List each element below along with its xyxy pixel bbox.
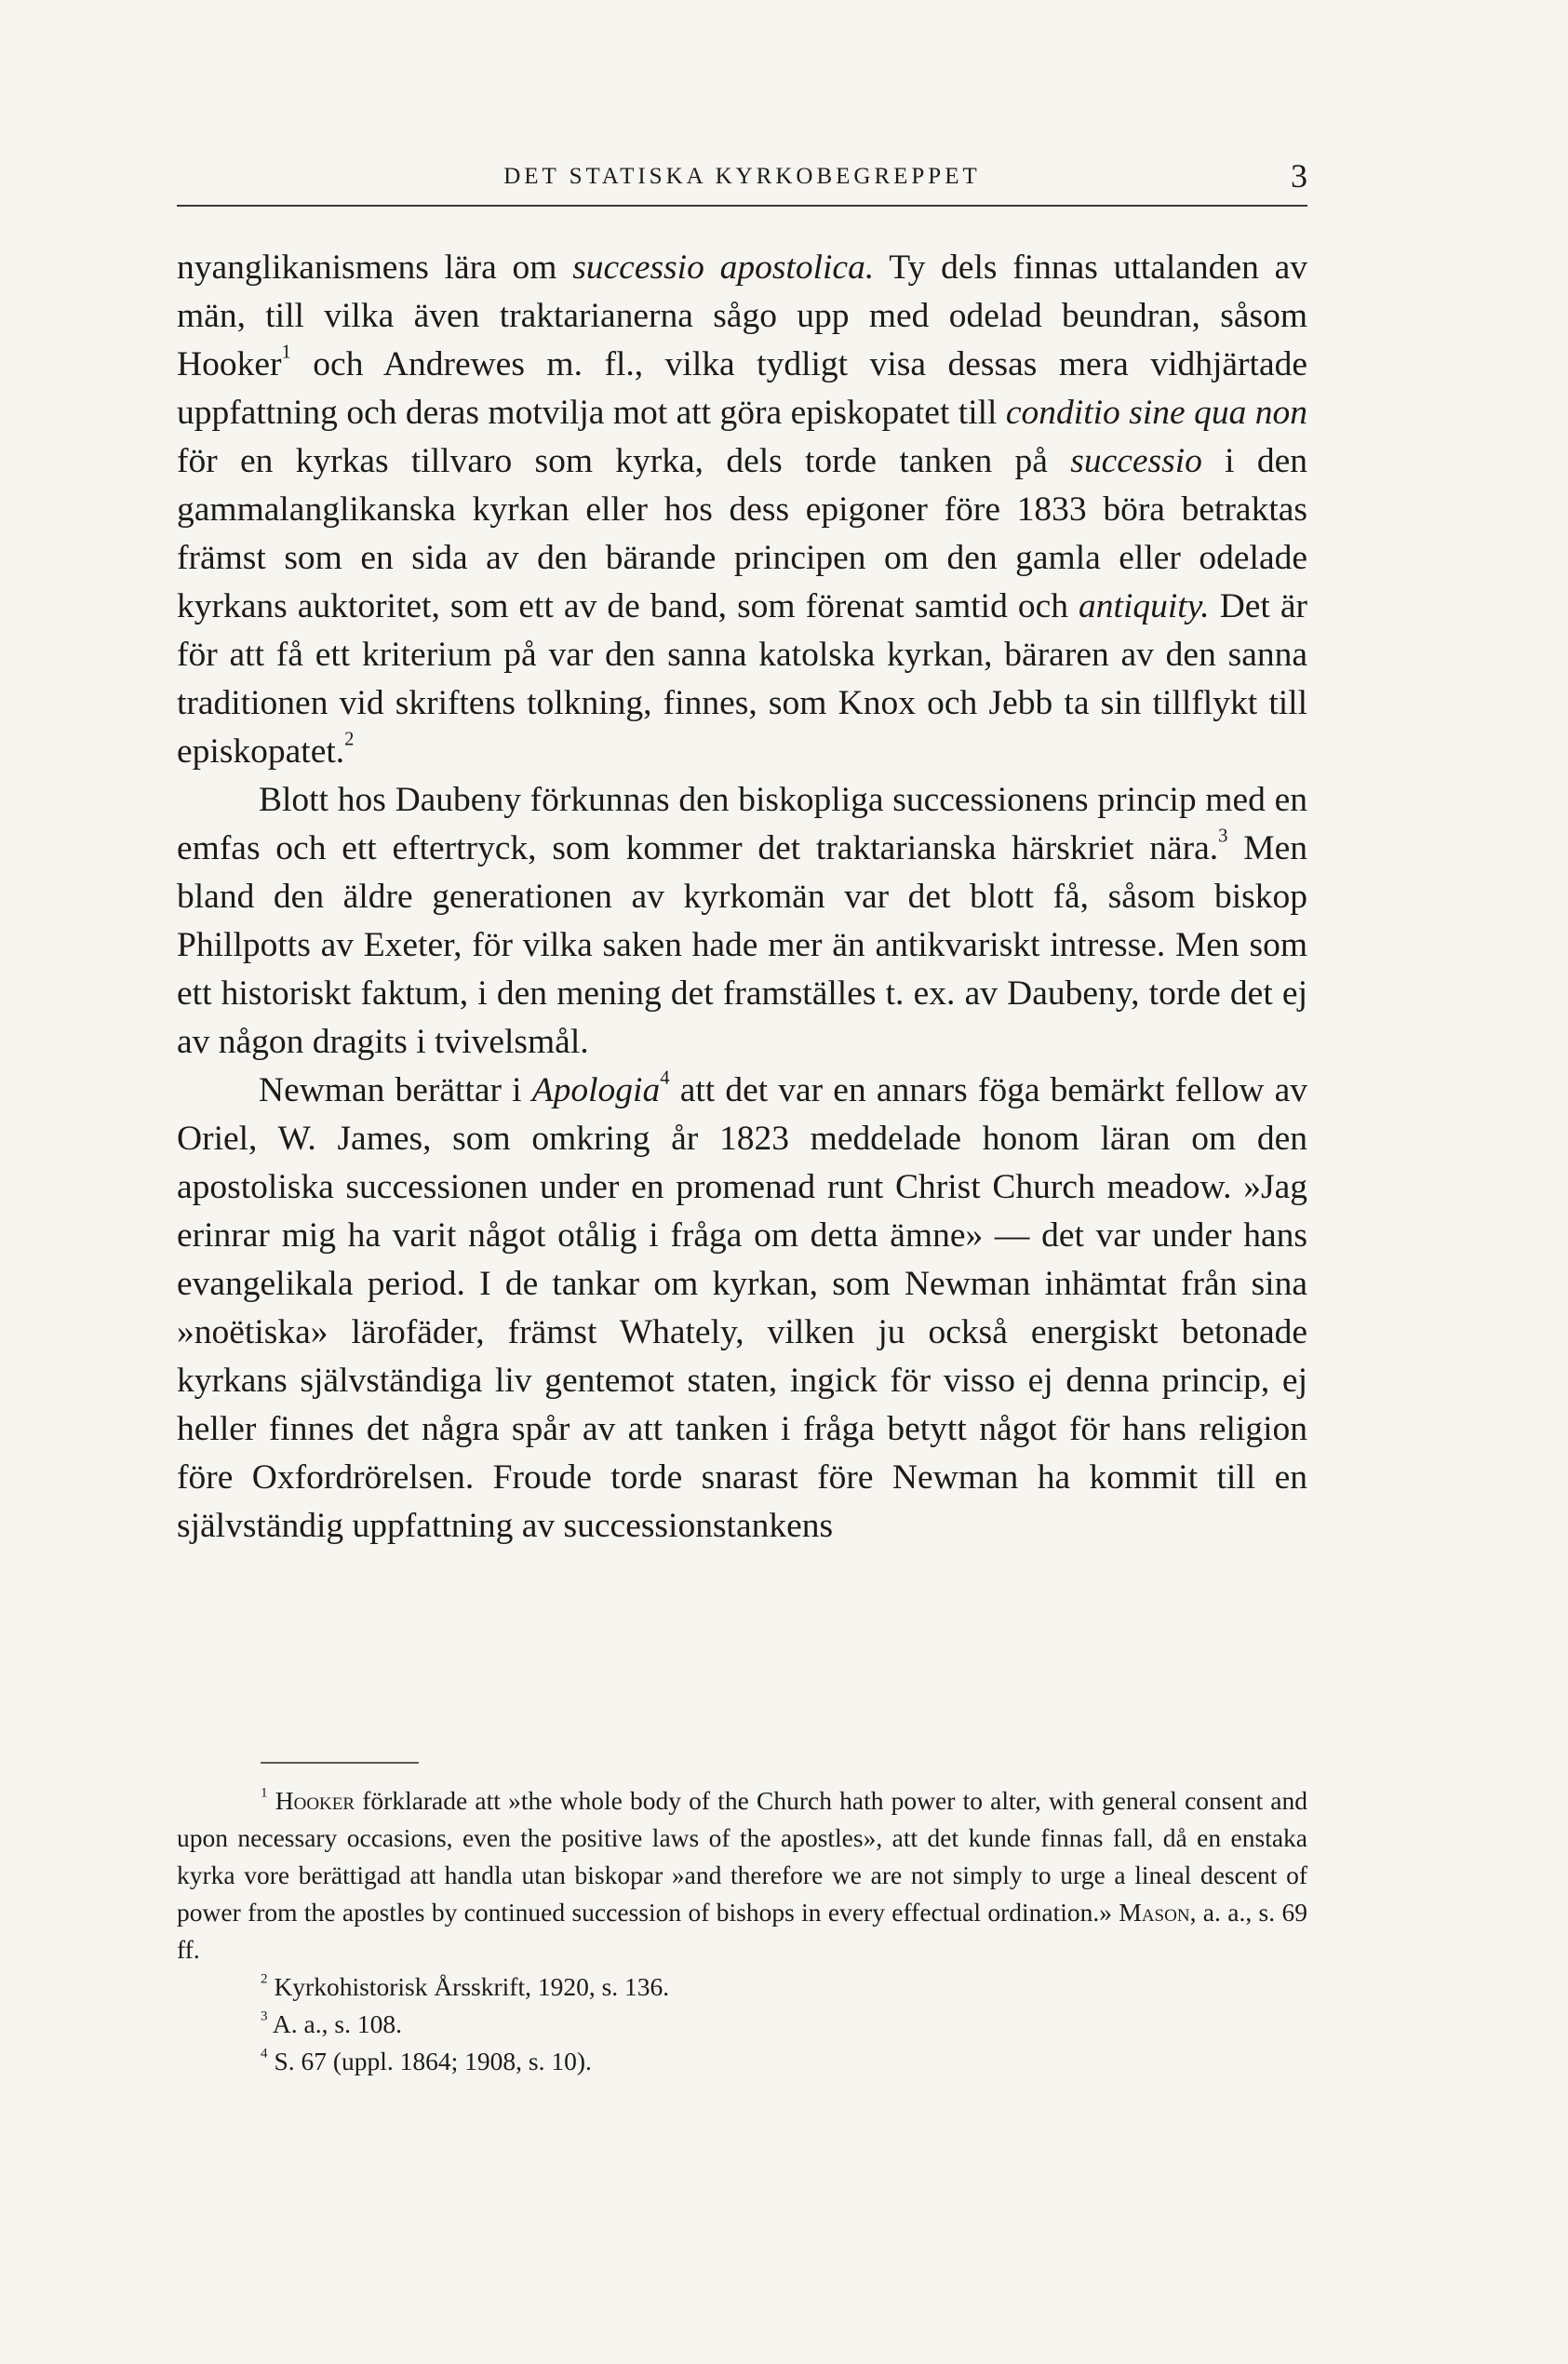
text-run: Det är för att få ett kriterium på var den sanna katolska kyrkan, bäraren av den sanna traditionen vid skriftens tolkning, finnes, som Knox och Jebb ta sin tillflykt till episkopatet. (177, 587, 1307, 771)
footnote-4 (177, 2043, 1307, 2080)
italic-run: conditio sine qua non (1005, 394, 1307, 432)
footnote-rule (261, 1762, 419, 1764)
footnote-number: 4 (261, 2046, 268, 2062)
italic-run: antiquity. (1079, 587, 1210, 625)
footnote-3 (177, 2006, 1307, 2043)
footnote-number: 1 (261, 1785, 268, 1801)
footnote-text: A. a., s. 108. (272, 2009, 402, 2038)
footnote-ref-2: 2 (344, 729, 355, 750)
footnote-number: 3 (261, 2008, 268, 2024)
footnote-ref-3: 3 (1218, 826, 1228, 847)
text-run: att det var en annars föga bemärkt fellow av Oriel, W. James, som omkring år 1823 meddelade honom läran om den apostoliska successionen under en promenad runt Christ Church meadow. »Jag erinrar mig ha varit något otålig i fråga om detta ämne» — det var under hans evangelikala period. I de tankar om kyrkan, som Newman inhämtat från sina »noëtiska» lärofäder, främst Whately, vilken ju också energiskt betonade kyrkans självständiga liv gentemot staten, ingick för visso ej denna princip, ej heller finnes det några spår av att tanken i fråga betytt något för hans religion före Oxfordrörelsen. Froude torde snarast före Newman ha kommit till en självständig uppfattning av successionstankens (177, 1071, 1307, 1545)
text-run: i den gammalanglikanska kyrkan eller hos dess epigoner före 1833 böra betraktas främst som en sida av den bärande principen om den gamla eller odelade kyrkans auktoritet, som ett av de band, som förenat samtid och (177, 442, 1307, 625)
footnote-text: förklarade att »the whole body of the Church hath power to alter, with general consent and upon necessary occasions, even the positive laws of the apostles», att det kunde finnas fall, då en enstaka kyrka vore berättigad att handla utan biskopar »and therefore we are not simply to urge a lineal descent of power from the apostles by continued succession of bishops in every effectual ordination.» (177, 1786, 1307, 1927)
footnote-ref-1: 1 (281, 342, 291, 363)
author-name: Mason (1119, 1898, 1190, 1927)
footnote-text: S. 67 (uppl. 1864; 1908, s. 10). (274, 2047, 592, 2075)
paragraph-2 (177, 776, 1307, 1067)
footnote-1 (177, 1782, 1307, 1968)
text-run: Men bland den äldre generationen av kyrkomän var det blott få, såsom biskop Phillpotts av Exeter, för vilka saken hade mer än antikvariskt intresse. Men som ett historiskt faktum, i den mening det framställes t. ex. av Daubeny, torde det ej av någon dragits i tvivelsmål. (177, 829, 1307, 1061)
text-run: för en kyrkas tillvaro som kyrka, dels torde tanken på (177, 442, 1071, 480)
text-run: och Andrewes m. fl., vilka tydligt visa dessas mera vidhjärtade uppfattning och deras motvilja mot att göra episkopatet till (177, 345, 1307, 432)
footnote-ref-4: 4 (660, 1068, 670, 1089)
italic-run: Apologia (531, 1071, 661, 1109)
author-name: Hooker (275, 1786, 355, 1815)
italic-run: successio (1070, 442, 1202, 480)
footnote-2 (177, 1968, 1307, 2006)
running-title: DET STATISKA KYRKOBEGREPPET (503, 164, 981, 189)
paragraph-3 (177, 1067, 1307, 1551)
text-run: nyanglikanismens lära om (177, 248, 573, 287)
text-run: Blott hos Daubeny förkunnas den biskopliga successionens princip med en emfas och ett eftertryck, som kommer det traktarianska härskriet nära. (177, 781, 1307, 867)
text-run: Newman berättar i (259, 1071, 532, 1109)
footnote-text: Kyrkohistorisk Årsskrift, 1920, s. 136. (274, 1972, 670, 2001)
footnotes (177, 1782, 1307, 2080)
body-text (177, 244, 1307, 1551)
page-header (177, 156, 1307, 203)
text-run: Ty dels finnas uttalanden av män, till vilka även traktarianerna sågo upp med odelad beundran, såsom Hooker (177, 248, 1307, 383)
paragraph-1 (177, 244, 1307, 776)
footnote-number: 2 (261, 1971, 268, 1987)
footnote-text: , a. a., s. 69 ff. (177, 1898, 1307, 1964)
header-rule (177, 205, 1307, 207)
page-number: 3 (1291, 157, 1307, 195)
italic-run: successio apostolica. (572, 248, 875, 287)
